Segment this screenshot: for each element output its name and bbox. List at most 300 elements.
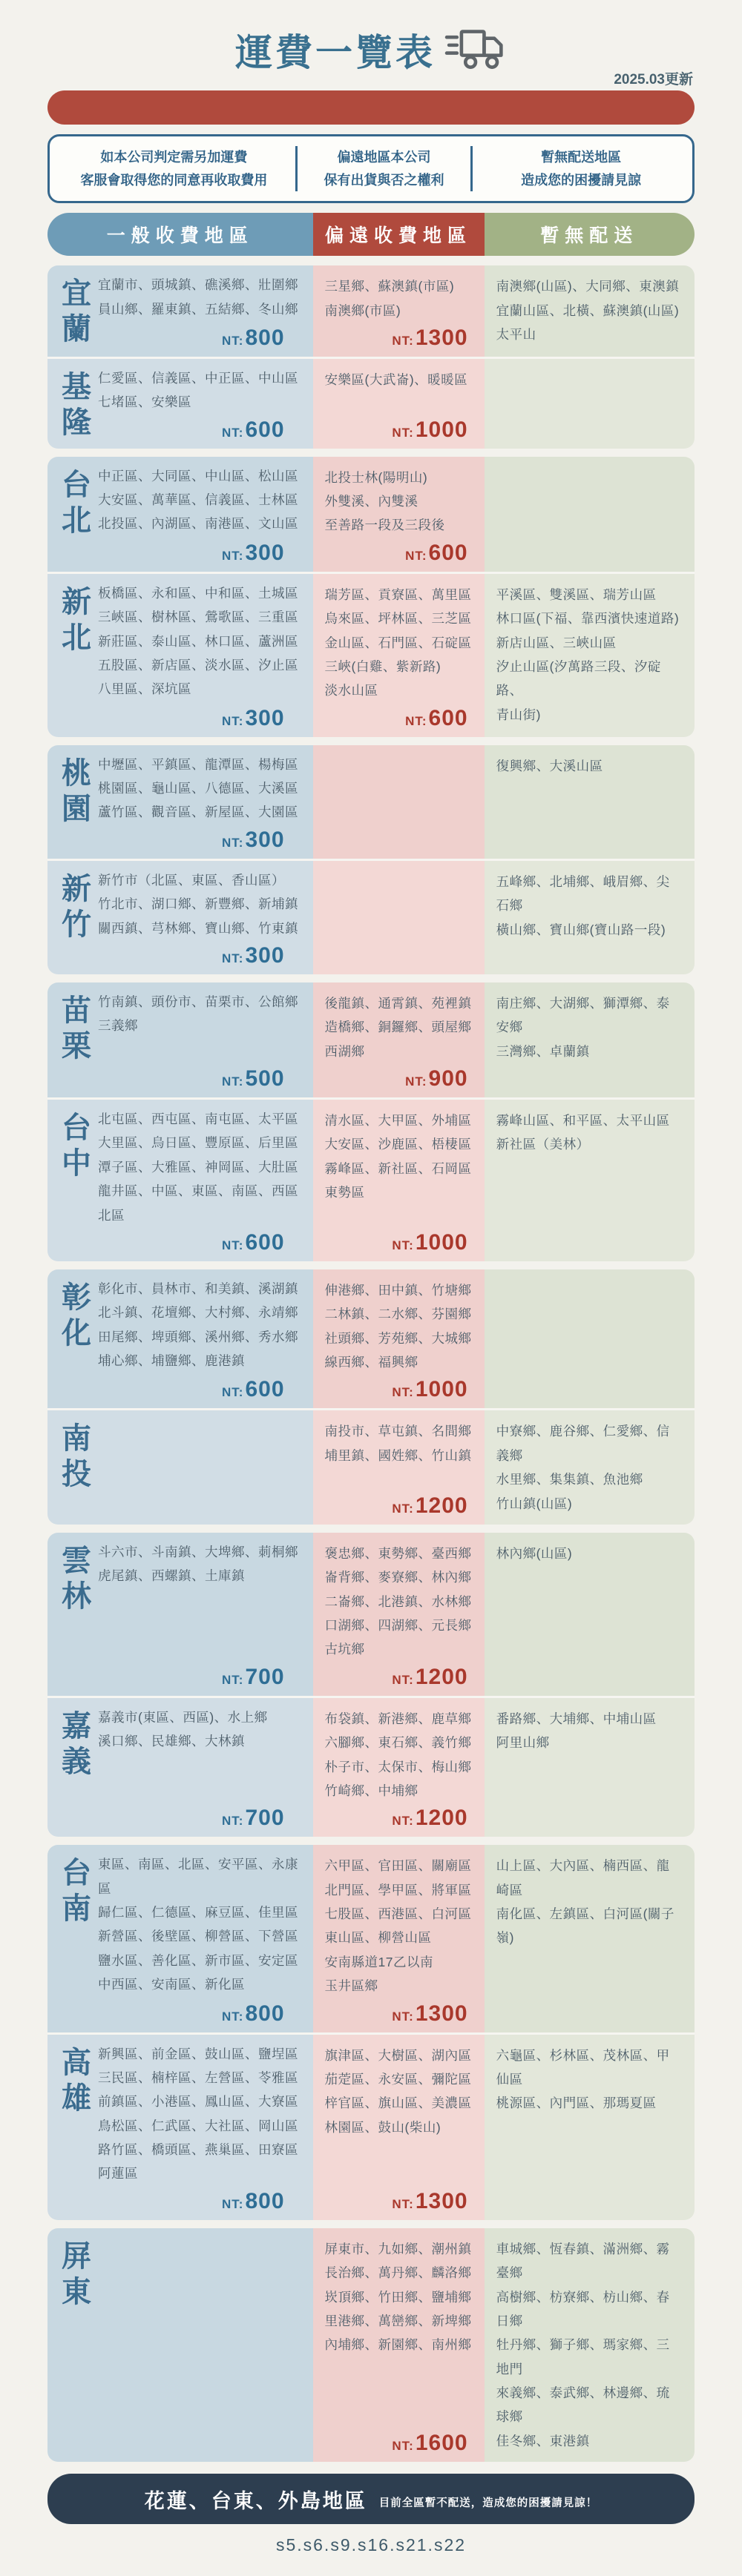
- remote-price: [325, 1998, 473, 2027]
- area-list-line: 林口區(下福、靠西濱快速道路): [496, 611, 680, 627]
- area-list-line: 伸港鄉、田中鎮、竹塘鄉: [324, 1282, 472, 1298]
- page-title: 運費一覽表: [235, 32, 436, 73]
- general-price: [98, 825, 304, 853]
- note-line: 保有出貨與否之權利: [324, 172, 444, 188]
- currency-prefix: NT:: [392, 333, 414, 348]
- area-list-line: 崁頂鄉、竹田鄉、鹽埔鄉: [324, 2289, 472, 2305]
- region-row: [47, 2032, 695, 2220]
- note-line: 如本公司判定需另加運費: [100, 150, 248, 165]
- price-value: 800: [245, 2188, 285, 2213]
- region-row: [47, 859, 695, 974]
- currency-prefix: NT:: [405, 1074, 427, 1089]
- area-list-line: 八里區、深坑區: [98, 681, 191, 697]
- general-areas: [98, 1540, 304, 1588]
- area-list-line: 復興鄉、大溪山區: [496, 758, 603, 773]
- area-list-line: 清水區、大甲區、外埔區: [324, 1113, 472, 1129]
- currency-prefix: NT:: [222, 1238, 244, 1252]
- area-list-line: 蘆竹區、觀音區、新屋區、大園區: [98, 805, 298, 820]
- region-group: [47, 2228, 695, 2462]
- region-label: 高 雄: [62, 2046, 91, 2115]
- price-value: 1000: [415, 1229, 468, 1255]
- area-list-line: 新莊區、泰山區、林口區、蘆洲區: [98, 633, 298, 649]
- region-label: 南 投: [62, 1422, 91, 1491]
- area-list-line: 北斗鎮、花壇鄉、大村鄉、永靖鄉: [98, 1305, 298, 1321]
- area-list-line: 新社區（美林）: [496, 1137, 590, 1152]
- area-list-line: 烏來區、坪林區、三芝區: [324, 611, 472, 627]
- note-line: 暫無配送地區: [541, 150, 622, 165]
- no-delivery-areas: [496, 1854, 683, 1950]
- area-list-line: 安樂區(大武崙)、暖暖區: [324, 371, 468, 387]
- remote-areas: [325, 1542, 473, 1662]
- no-delivery-cell: [485, 1410, 695, 1525]
- remote-cell: [313, 1845, 485, 2032]
- region-group: [47, 1533, 695, 1837]
- remote-price: [325, 538, 473, 566]
- area-list-line: 三義鄉: [98, 1018, 138, 1034]
- no-delivery-cell: [485, 1269, 695, 1409]
- region-row: [47, 1097, 695, 1261]
- area-list-line: 玉井區鄉: [324, 1978, 378, 1994]
- remote-cell: [313, 861, 485, 974]
- general-cell: [47, 1410, 313, 1525]
- currency-prefix: NT:: [222, 1074, 244, 1089]
- area-list-line: 社頭鄉、芳苑鄉、大城鄉: [324, 1330, 472, 1346]
- note-line: 客服會取得您的同意再收取費用: [80, 172, 268, 188]
- no-delivery-areas: [496, 754, 683, 778]
- general-areas: [98, 464, 304, 536]
- column-header-remote: 偏遠收費地區: [313, 213, 485, 256]
- area-list-line: 汐止山區(汐萬路三段、汐碇路、: [496, 658, 661, 699]
- area-list-line: 南澳鄉(市區): [324, 303, 401, 318]
- region-row: [47, 982, 695, 1097]
- no-delivery-areas: [496, 1542, 683, 1565]
- area-list-line: 路竹區、橋頭區、燕巢區、田寮區: [98, 2142, 298, 2158]
- remote-areas: [325, 2237, 473, 2357]
- region-label: 新 竹: [62, 872, 91, 941]
- area-list-line: 前鎮區、小港區、鳳山區、大寮區: [98, 2094, 298, 2110]
- region-group: [47, 1845, 695, 2220]
- general-cell: [47, 457, 313, 572]
- no-delivery-areas: [496, 1707, 683, 1755]
- general-price: [98, 538, 304, 566]
- currency-prefix: NT:: [392, 1238, 414, 1252]
- area-list-line: 至善路一段及三段後: [324, 518, 445, 533]
- area-list-line: 平溪區、雙溪區、瑞芳山區: [496, 587, 657, 602]
- area-list-line: 三峽區、樹林區、鶯歌區、三重區: [98, 610, 298, 625]
- area-list-line: 北區: [98, 1207, 125, 1223]
- remote-areas: [325, 368, 473, 392]
- general-cell: [47, 745, 313, 859]
- area-list-line: 六腳鄉、東石鄉、義竹鄉: [324, 1735, 472, 1751]
- remote-cell: [313, 265, 485, 357]
- region-label: 桃 園: [62, 756, 91, 825]
- area-list-line: 金山區、石門區、石碇區: [324, 635, 472, 650]
- currency-prefix: NT:: [222, 835, 244, 850]
- general-price: [98, 703, 304, 731]
- remote-areas: [325, 1707, 473, 1803]
- remote-cell: [313, 745, 485, 859]
- price-value: 800: [245, 2001, 285, 2026]
- price-value: 1200: [415, 1806, 468, 1831]
- region-row: [47, 1408, 695, 1525]
- no-delivery-cell: [485, 982, 695, 1097]
- area-list-line: 板橋區、永和區、中和區、土城區: [98, 585, 298, 601]
- area-list-line: 北投區、內湖區、南港區、文山區: [98, 516, 298, 532]
- region-label: 新 北: [62, 585, 91, 654]
- area-list-line: 霧峰區、新社區、石岡區: [324, 1160, 472, 1176]
- area-list-line: 歸仁區、仁德區、麻豆區、佳里區: [98, 1905, 298, 1921]
- no-delivery-areas: [496, 1419, 683, 1516]
- price-value: 700: [245, 1664, 285, 1689]
- general-price: [98, 1227, 304, 1255]
- area-list-line: 竹北市、湖口鄉、新豐鄉、新埔鎮: [98, 896, 298, 912]
- area-list-line: 安南縣道17乙以南: [324, 1954, 433, 1969]
- remote-cell: [313, 1698, 485, 1837]
- remote-cell: [313, 574, 485, 737]
- remote-areas: [325, 583, 473, 703]
- no-delivery-cell: [485, 265, 695, 357]
- remote-price: [325, 1490, 473, 1519]
- area-list-line: 東區、南區、北區、安平區、永康區: [98, 1857, 298, 1896]
- area-list-line: 田尾鄉、埤頭鄉、溪州鄉、秀水鄉: [98, 1329, 298, 1344]
- area-list-line: 竹南鎮、頭份市、苗栗市、公館鄉: [98, 994, 298, 1009]
- area-list-line: 龍井區、中區、東區、南區、西區: [98, 1183, 298, 1199]
- region-label: 雲 林: [62, 1544, 91, 1613]
- area-list-line: 長治鄉、萬丹鄉、麟洛鄉: [324, 2265, 472, 2281]
- price-value: 1300: [415, 2001, 468, 2026]
- area-list-line: 東勢區: [324, 1185, 365, 1201]
- general-areas: [98, 1277, 304, 1373]
- price-value: 500: [245, 1066, 285, 1092]
- area-list-line: 五股區、新店區、淡水區、汐止區: [98, 657, 298, 673]
- footer-banner: [47, 2474, 695, 2524]
- column-headers: [47, 213, 695, 256]
- area-list-line: 青山街): [496, 707, 541, 722]
- currency-prefix: NT:: [222, 425, 244, 440]
- general-price: [98, 1803, 304, 1831]
- area-list-line: 旗津區、大樹區、湖內區: [324, 2047, 472, 2063]
- area-list-line: 林園區、鼓山(柴山): [324, 2119, 441, 2135]
- no-delivery-areas: [496, 583, 683, 727]
- price-value: 600: [428, 705, 468, 730]
- area-list-line: 桃園區、龜山區、八德區、大溪區: [98, 781, 298, 796]
- no-delivery-cell: [485, 359, 695, 449]
- general-price: [98, 323, 304, 351]
- area-list-line: 北屯區、西屯區、南屯區、太平區: [98, 1112, 298, 1127]
- region-row: [47, 1696, 695, 1837]
- area-list-line: 六甲區、官田區、關廟區: [324, 1858, 472, 1874]
- general-cell: [47, 1698, 313, 1837]
- price-value: 600: [428, 540, 468, 565]
- area-list-line: 二崙鄉、北港鎮、水林鄉: [324, 1594, 472, 1609]
- price-value: 300: [245, 942, 285, 968]
- region-row: [47, 572, 695, 737]
- remote-cell: [313, 982, 485, 1097]
- area-list-line: 六龜區、杉林區、茂林區、甲仙區: [496, 2047, 670, 2087]
- price-value: 600: [245, 1377, 285, 1402]
- region-group: [47, 457, 695, 737]
- region-label: 台 北: [62, 468, 91, 537]
- note-line: 偏遠地區本公司: [337, 150, 431, 165]
- currency-prefix: NT:: [392, 2196, 414, 2211]
- no-delivery-cell: [485, 457, 695, 572]
- area-list-line: 口湖鄉、四湖鄉、元長鄉: [324, 1618, 472, 1634]
- price-value: 1000: [415, 1377, 468, 1402]
- region-group: [47, 745, 695, 974]
- general-cell: [47, 1845, 313, 2032]
- currency-prefix: NT:: [405, 548, 427, 563]
- footer-title: 花蓮、台東、外島地區: [144, 2489, 367, 2512]
- region-row: [47, 2228, 695, 2462]
- area-list-line: 二林鎮、二水鄉、芬園鄉: [324, 1307, 472, 1322]
- remote-areas: [325, 1854, 473, 1998]
- area-list-line: 瑞芳區、貢寮區、萬里區: [324, 587, 472, 602]
- region-row: [47, 457, 695, 572]
- area-list-line: 東山區、柳營山區: [324, 1930, 432, 1946]
- area-list-line: 大安區、萬華區、信義區、士林區: [98, 492, 298, 508]
- area-list-line: 三星鄉、蘇澳鎮(市區): [324, 279, 455, 294]
- general-price: [98, 1374, 304, 1402]
- general-areas: [98, 868, 304, 940]
- no-delivery-cell: [485, 2035, 695, 2220]
- area-list-line: 北投士林(陽明山): [324, 469, 428, 485]
- price-value: 1000: [415, 417, 468, 442]
- area-list-line: 水里鄉、集集鎮、魚池鄉: [496, 1472, 643, 1487]
- remote-price: [325, 703, 473, 731]
- region-row: [47, 357, 695, 449]
- price-value: 600: [245, 1229, 285, 1255]
- remote-price: [325, 1227, 473, 1255]
- area-list-line: 朴子市、太保市、梅山鄉: [324, 1759, 472, 1774]
- area-list-line: 員山鄉、羅東鎮、五結鄉、冬山鄉: [98, 301, 298, 317]
- area-list-line: 中寮鄉、鹿谷鄉、仁愛鄉、信義鄉: [496, 1424, 670, 1463]
- area-list-line: 鳥松區、仁武區、大社區、岡山區: [98, 2118, 298, 2133]
- area-list-line: 中西區、安南區、新化區: [98, 1977, 245, 1992]
- region-row: [47, 1269, 695, 1409]
- currency-prefix: NT:: [392, 1501, 414, 1516]
- general-price: [98, 2186, 304, 2214]
- price-value: 1200: [415, 1493, 468, 1518]
- no-delivery-areas: [496, 991, 683, 1063]
- general-cell: [47, 1269, 313, 1409]
- price-value: 1300: [415, 325, 468, 350]
- currency-prefix: NT:: [392, 1672, 414, 1687]
- notes-box: [47, 134, 695, 203]
- general-cell: [47, 2035, 313, 2220]
- general-areas: [98, 1705, 304, 1754]
- region-label: 屏 東: [62, 2239, 91, 2308]
- currency-prefix: NT:: [222, 333, 244, 348]
- currency-prefix: NT:: [392, 1385, 414, 1400]
- price-value: 300: [245, 705, 285, 730]
- area-list-line: 後龍鎮、通霄鎮、苑裡鎮: [324, 995, 472, 1011]
- fee-table: [47, 265, 695, 2462]
- general-price: [98, 1063, 304, 1092]
- remote-price: [325, 323, 473, 351]
- area-list-line: 太平山: [496, 326, 536, 342]
- remote-price: [325, 1063, 473, 1092]
- currency-prefix: NT:: [405, 713, 427, 728]
- area-list-line: 褒忠鄉、東勢鄉、臺西鄉: [324, 1545, 472, 1561]
- area-list-line: 新竹市（北區、東區、香山區）: [98, 872, 285, 888]
- update-date: 2025.03更新: [614, 72, 693, 87]
- area-list-line: 阿里山鄉: [496, 1735, 550, 1751]
- area-list-line: 五峰鄉、北埔鄉、峨眉鄉、尖石鄉: [496, 873, 670, 914]
- area-list-line: 布袋鎮、新港鄉、鹿草鄉: [324, 1711, 472, 1726]
- general-cell: [47, 1533, 313, 1696]
- column-header-none: 暫無配送: [485, 213, 695, 256]
- currency-prefix: NT:: [222, 2009, 244, 2024]
- area-list-line: 桃源區、內門區、那瑪夏區: [496, 2096, 657, 2111]
- area-list-line: 大安區、沙鹿區、梧棲區: [324, 1137, 472, 1152]
- currency-prefix: NT:: [222, 2196, 244, 2211]
- area-list-line: 淡水山區: [324, 683, 378, 699]
- area-list-line: 里港鄉、萬巒鄉、新埤鄉: [324, 2313, 472, 2328]
- region-label: 台 中: [62, 1112, 91, 1180]
- remote-cell: [313, 1533, 485, 1696]
- general-cell: [47, 265, 313, 357]
- currency-prefix: NT:: [222, 1385, 244, 1400]
- area-list-line: 斗六市、斗南鎮、大埤鄉、莿桐鄉: [98, 1544, 298, 1559]
- area-list-line: 七堵區、安樂區: [98, 394, 191, 410]
- remote-price: [325, 415, 473, 443]
- remote-areas: [325, 991, 473, 1063]
- area-list-line: 三民區、楠梓區、左營區、苓雅區: [98, 2070, 298, 2085]
- area-list-line: 大里區、烏日區、豐原區、后里區: [98, 1135, 298, 1151]
- footer-code: s5.s6.s9.s16.s21.s22: [275, 2535, 467, 2555]
- area-list-line: 七股區、西港區、白河區: [324, 1906, 472, 1922]
- area-list-line: 造橋鄉、銅鑼鄉、頭屋鄉: [324, 1020, 472, 1035]
- remote-price: [325, 2186, 473, 2214]
- area-list-line: 茄萣區、永安區、彌陀區: [324, 2071, 472, 2087]
- currency-prefix: NT:: [222, 548, 244, 563]
- price-value: 1600: [415, 2431, 468, 2456]
- general-price: [98, 1998, 304, 2027]
- area-list-line: 線西鄉、福興鄉: [324, 1355, 418, 1370]
- general-areas: [98, 581, 304, 701]
- area-list-line: 南化區、左鎮區、白河區(關子嶺): [496, 1906, 674, 1946]
- remote-areas: [325, 466, 473, 538]
- area-list-line: 竹崎鄉、中埔鄉: [324, 1783, 418, 1798]
- remote-areas: [325, 1109, 473, 1205]
- general-areas: [98, 753, 304, 825]
- currency-prefix: NT:: [222, 951, 244, 965]
- area-list-line: 崙背鄉、麥寮鄉、林內鄉: [324, 1570, 472, 1585]
- general-areas: [98, 1852, 304, 1996]
- remote-areas: [325, 274, 473, 323]
- area-list-line: 宜蘭山區、北橫、蘇澳鎮(山區): [496, 303, 680, 318]
- area-list-line: 來義鄉、泰武鄉、林邊鄉、琉球鄉: [496, 2385, 670, 2425]
- area-list-line: 新營區、後壁區、柳營區、下營區: [98, 1929, 298, 1944]
- remote-cell: [313, 457, 485, 572]
- region-row: [47, 745, 695, 859]
- no-delivery-cell: [485, 1698, 695, 1837]
- currency-prefix: NT:: [222, 1672, 244, 1687]
- remote-cell: [313, 1269, 485, 1409]
- remote-cell: [313, 2228, 485, 2462]
- price-value: 800: [245, 325, 285, 350]
- price-value: 900: [428, 1066, 468, 1092]
- region-row: [47, 1845, 695, 2032]
- general-cell: [47, 1100, 313, 1261]
- currency-prefix: NT:: [392, 2009, 414, 2024]
- no-delivery-cell: [485, 861, 695, 974]
- currency-prefix: NT:: [392, 1814, 414, 1829]
- no-delivery-cell: [485, 1845, 695, 2032]
- general-cell: [47, 861, 313, 974]
- area-list-line: 屏東市、九如鄉、潮州鎮: [324, 2241, 472, 2256]
- remote-price: [325, 2428, 473, 2456]
- area-list-line: 古坑鄉: [324, 1642, 365, 1657]
- no-delivery-areas: [496, 274, 683, 346]
- footer-note: 目前全區暫不配送，造成您的困擾請見諒！: [378, 2497, 598, 2509]
- header: [47, 18, 695, 82]
- area-list-line: 車城鄉、恆春鎮、滿洲鄉、霧臺鄉: [496, 2241, 670, 2281]
- area-list-line: 番路鄉、大埔鄉、中埔山區: [496, 1711, 657, 1726]
- note-remote-right: [295, 146, 470, 191]
- area-list-line: 內埔鄉、新園鄉、南州鄉: [324, 2337, 472, 2353]
- area-list-line: 宜蘭市、頭城鎮、礁溪鄉、壯圍鄉: [98, 277, 298, 293]
- general-price: [98, 1662, 304, 1690]
- remote-price: [325, 1662, 473, 1690]
- area-list-line: 阿蓮區: [98, 2166, 138, 2182]
- region-label: 嘉 義: [62, 1709, 91, 1778]
- area-list-line: 山上區、大內區、楠西區、龍崎區: [496, 1858, 670, 1898]
- area-list-line: 新興區、前金區、鼓山區、鹽埕區: [98, 2046, 298, 2061]
- area-list-line: 中壢區、平鎮區、龍潭區、楊梅區: [98, 756, 298, 772]
- no-delivery-areas: [496, 2237, 683, 2453]
- general-cell: [47, 359, 313, 449]
- area-list-line: 虎尾鎮、西螺鎮、土庫鎮: [98, 1568, 245, 1584]
- region-label: 基 隆: [62, 370, 91, 439]
- column-header-general: 一般收費地區: [47, 213, 313, 256]
- region-label: 宜 蘭: [62, 277, 91, 346]
- note-no-delivery: [470, 146, 689, 191]
- region-label: 台 南: [62, 1857, 91, 1926]
- price-value: 700: [245, 1806, 285, 1831]
- area-list-line: 關西鎮、芎林鄉、寶山鄉、竹東鎮: [98, 920, 298, 936]
- area-list-line: 南庄鄉、大湖鄉、獅潭鄉、泰安鄉: [496, 995, 670, 1035]
- currency-prefix: NT:: [392, 425, 414, 440]
- area-list-line: 彰化市、員林市、和美鎮、溪湖鎮: [98, 1281, 298, 1296]
- area-list-line: 北門區、學甲區、將軍區: [324, 1882, 472, 1898]
- no-delivery-cell: [485, 1100, 695, 1261]
- no-delivery-areas: [496, 2044, 683, 2116]
- remote-areas: [325, 1278, 473, 1375]
- region-group: [47, 982, 695, 1261]
- area-list-line: 南投市、草屯鎮、名間鄉: [324, 1424, 472, 1439]
- no-delivery-areas: [496, 1109, 683, 1157]
- remote-price: [325, 1803, 473, 1831]
- remote-cell: [313, 2035, 485, 2220]
- area-list-line: 佳冬鄉、東港鎮: [496, 2433, 590, 2448]
- region-group: [47, 265, 695, 449]
- remote-price: [325, 1374, 473, 1402]
- no-delivery-areas: [496, 870, 683, 942]
- currency-prefix: NT:: [392, 2439, 414, 2454]
- no-delivery-cell: [485, 745, 695, 859]
- remote-cell: [313, 1410, 485, 1525]
- area-list-line: 竹山鎮(山區): [496, 1496, 573, 1511]
- no-delivery-cell: [485, 2228, 695, 2462]
- area-list-line: 潭子區、大雅區、神岡區、大肚區: [98, 1159, 298, 1175]
- price-value: 1300: [415, 2188, 468, 2213]
- remote-areas: [325, 2044, 473, 2140]
- no-delivery-cell: [485, 1533, 695, 1696]
- area-list-line: 新店山區、三峽山區: [496, 635, 617, 650]
- area-list-line: 外雙溪、內雙溪: [324, 494, 418, 509]
- area-list-line: 霧峰山區、和平區、太平山區: [496, 1113, 670, 1129]
